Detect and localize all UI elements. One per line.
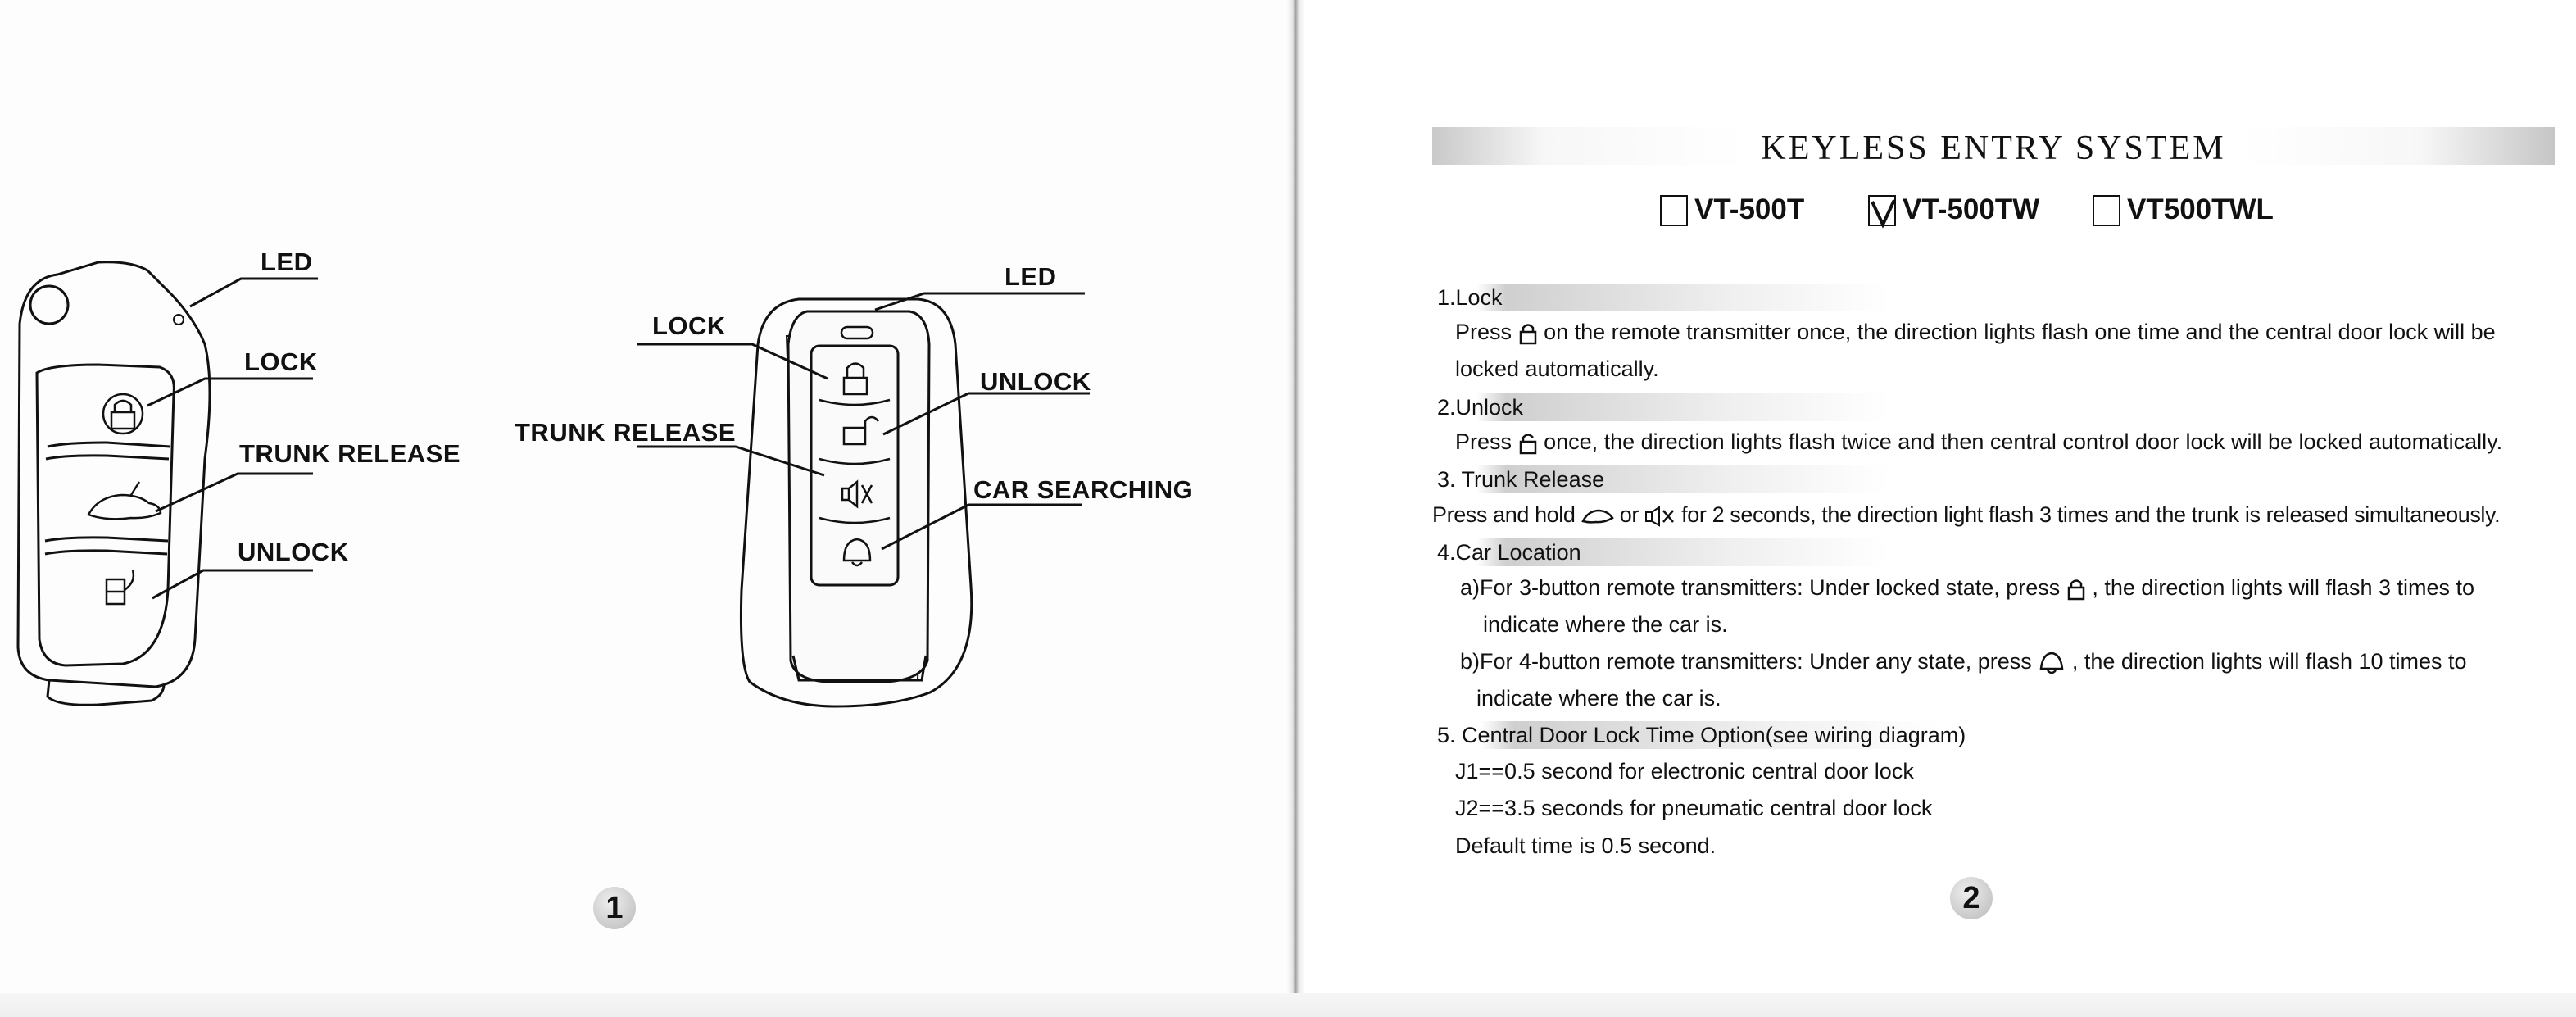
lock-instruction-line2: locked automatically.	[1455, 356, 1659, 381]
text-fragment: b)For 4-button remote transmitters: Under any state, press	[1460, 649, 2032, 674]
checkmark-icon	[1870, 197, 1903, 229]
model-checkbox-empty	[1660, 195, 1688, 226]
flip-key-remote	[18, 262, 210, 706]
flip-led-indicator	[174, 315, 184, 325]
document-title: KEYLESS ENTRY SYSTEM	[1761, 129, 2226, 167]
text-fragment: once, the direction lights flash twice and then central control door lock will be locked automatically.	[1544, 429, 2503, 454]
location-b-line2: indicate where the car is.	[1476, 686, 1721, 711]
document-title-bar	[1432, 127, 2555, 165]
text-fragment: for 2 seconds, the direction light flash 3 times and the trunk is released simultaneously.	[1681, 502, 2501, 527]
section-lock-heading-bar	[1432, 284, 2170, 311]
door-time-j2: J2==3.5 seconds for pneumatic central door lock	[1455, 796, 1933, 820]
smart-search-label: CAR SEARCHING	[973, 475, 1194, 504]
page-number-1: 1	[593, 887, 636, 929]
model-checkbox-empty	[2093, 195, 2120, 226]
text-fragment: , the direction lights will flash 3 times to	[2092, 575, 2475, 600]
section-trunk-heading: 3. Trunk Release	[1437, 467, 1605, 492]
flip-trunk-label: TRUNK RELEASE	[239, 439, 461, 468]
text-fragment: Press and hold	[1432, 502, 1576, 527]
padlock-closed-icon	[1518, 321, 1538, 346]
text-fragment: , the direction lights will flash 10 times to	[2071, 649, 2467, 674]
keyring-hole	[30, 286, 68, 324]
section-lock-heading: 1.Lock	[1437, 285, 1503, 310]
smart-trunk-label: TRUNK RELEASE	[515, 418, 737, 447]
flip-unlock-label: UNLOCK	[238, 538, 349, 566]
text-fragment: Press	[1455, 320, 1512, 344]
section-door-time-heading-bar	[1432, 721, 2252, 749]
text-fragment: on the remote transmitter once, the direction lights flash one time and the central door lock will be	[1544, 320, 2496, 344]
section-location-heading: 4.Car Location	[1437, 540, 1581, 565]
flip-lock-label: LOCK	[244, 347, 318, 376]
smart-unlock-label: UNLOCK	[980, 367, 1091, 396]
location-a-line1	[1460, 575, 2474, 602]
location-b-line1	[1460, 649, 2467, 675]
flip-trunk-button-icon	[88, 482, 161, 519]
flip-unlock-button-icon	[107, 570, 134, 604]
unlock-instruction-line1	[1455, 429, 2502, 456]
section-unlock-heading-bar	[1432, 393, 2170, 421]
text-fragment: a)For 3-button remote transmitters: Under locked state, press	[1460, 575, 2061, 600]
model-checkbox-checked	[1868, 195, 1896, 226]
text-fragment: Press	[1455, 429, 1512, 454]
model-label: VT-500TW	[1903, 193, 2040, 225]
car-trunk-icon	[1581, 506, 1614, 526]
scan-bottom-edge	[0, 993, 2576, 1017]
padlock-closed-icon	[2066, 577, 2086, 602]
door-time-default: Default time is 0.5 second.	[1455, 833, 1717, 858]
smart-lock-label: LOCK	[652, 311, 726, 340]
section-door-time-heading: 5. Central Door Lock Time Option(see wiring diagram)	[1437, 723, 1966, 747]
trunk-instruction-line1	[1432, 502, 2500, 528]
page-number-2: 2	[1950, 877, 1993, 919]
smart-led-label: LED	[1005, 262, 1057, 291]
section-location-heading-bar	[1432, 538, 2170, 566]
text-fragment: or	[1619, 502, 1639, 527]
section-unlock-heading: 2.Unlock	[1437, 395, 1524, 420]
model-label: VT500TWL	[2127, 193, 2274, 225]
flip-lock-button-icon	[103, 394, 143, 434]
book-gutter	[1286, 0, 1304, 1017]
bell-icon	[2038, 651, 2066, 675]
section-trunk-heading-bar	[1432, 465, 2170, 493]
door-time-j1: J1==0.5 second for electronic central door lock	[1455, 759, 1914, 783]
flip-led-label: LED	[261, 247, 313, 276]
padlock-open-icon	[1518, 431, 1538, 456]
model-label: VT-500T	[1694, 193, 1805, 225]
location-a-line2: indicate where the car is.	[1483, 612, 1728, 637]
speaker-mute-icon	[1644, 506, 1676, 527]
lock-instruction-line1	[1455, 320, 2496, 346]
